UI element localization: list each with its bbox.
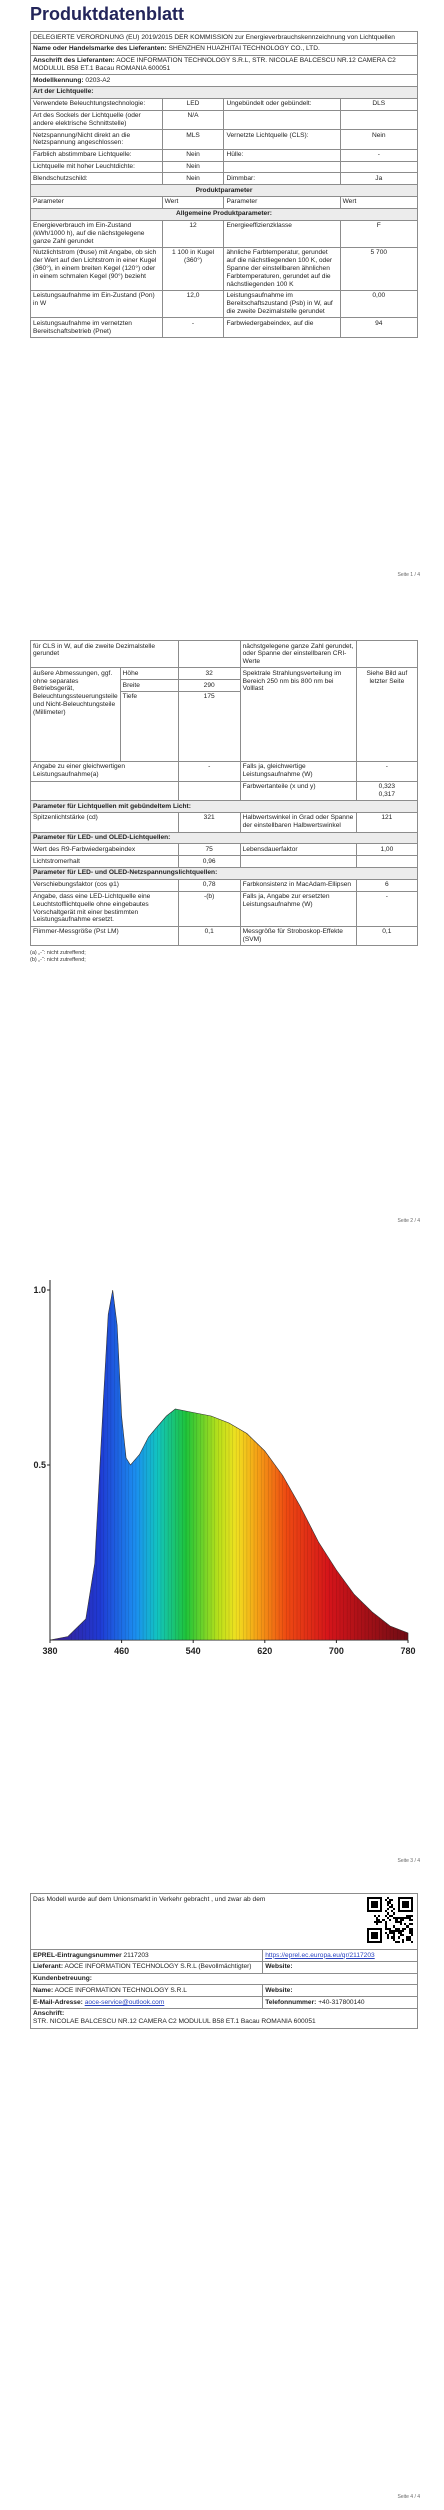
x-tick-label: 700 (328, 1646, 344, 1656)
page-2 (30, 640, 418, 964)
qr-module (398, 1936, 400, 1938)
qr-module (411, 1923, 413, 1925)
table-row: äußere Abmessungen, ggf. ohne separates Betriebsgerät, Beleuchtungssteuerungsteile und Nicht-Beleuchtungsteile (Millimeter) Höhe 32 Spektrale Strahlungsverteilung im Bereich 250 nm bis 800 nm bei Volllast Siehe Bild auf letzter Seite (31, 668, 418, 680)
table-row: Blendschutzschild: Nein Dimmbar: Ja (31, 173, 418, 185)
table-row: Farblich abstimmbare Lichtquelle: Nein Hülle: - (31, 149, 418, 161)
intro-row (31, 1894, 418, 1950)
qr-module (398, 1941, 400, 1943)
table-row: Lichtstromerhalt 0,96 (31, 856, 418, 868)
table-row: Energieverbrauch im Ein-Zustand (kWh/1000 h), auf die nächstgelegene ganze Zahl gerundet 12 Energieeffizienzklasse F (31, 220, 418, 247)
page-1 (30, 4, 418, 338)
table-header: Parameter Wert Parameter Wert (31, 196, 418, 208)
page-number: Seite 3 / 4 (397, 1858, 420, 1864)
table-row: Art des Sockels der Lichtquelle (oder andere elektrische Schnittstelle) N/A (31, 110, 418, 130)
email-link[interactable]: aoce-service@outlook.com (84, 1998, 165, 2006)
section-mains: Parameter für LED- und OLED-Netzspannungslichtquellen: (31, 867, 418, 879)
supplier-name-row: Name oder Handelsmarke des Lieferanten: SHENZHEN HUAZHITAI TECHNOLOGY CO., LTD. (31, 43, 418, 55)
qr-module (402, 1941, 404, 1943)
chart-area (50, 1290, 408, 1640)
qr-module (411, 1915, 413, 1917)
market-intro: Das Modell wurde auf dem Unionsmarkt in Verkehr gebracht , und zwar ab dem (33, 1895, 266, 1903)
page-4 (30, 1893, 418, 2029)
y-tick-label: 1.0 (33, 1285, 46, 1295)
supplier-address-row: Anschrift des Lieferanten: AOCE INFORMATION TECHNOLOGY S.R.L, STR. NICOLAE BALCESCU NR.12 CAMERA C2 MODULUL B58 ET.1 Bacau ROMANIA 600051 (31, 55, 418, 75)
table-row: Farbwertanteile (x und y) 0,323 0,317 (31, 781, 418, 801)
table-row: E-Mail-Adresse: aoce-service@outlook.com Telefonnummer: +40-317800140 (31, 1997, 418, 2009)
qr-module (376, 1923, 378, 1925)
qr-module (393, 1908, 395, 1910)
table-row: Verwendete Beleuchtungstechnologie: LED Ungebündelt oder gebündelt: DLS (31, 98, 418, 110)
x-tick-label: 620 (257, 1646, 273, 1656)
qr-module (393, 1912, 395, 1914)
table-row: Breite 290 (31, 680, 418, 692)
table-row: Wert des R9-Farbwiedergabeindex 75 Lebensdauerfaktor 1,00 (31, 844, 418, 856)
page-title: Produktdatenblatt (30, 4, 185, 24)
eprel-link[interactable]: https://eprel.ec.europa.eu/qr/2117203 (265, 1951, 375, 1959)
x-tick-label: 380 (42, 1646, 58, 1656)
page-number: Seite 2 / 4 (397, 1218, 420, 1224)
table-row: Leistungsaufnahme im vernetzten Bereitschaftsbetrieb (Pnet) - Farbwiedergabeindex, auf die 94 (31, 318, 418, 338)
x-tick-label: 460 (114, 1646, 130, 1656)
table-row: Verschiebungsfaktor (cos φ1) 0,78 Farbkonsistenz in MacAdam-Ellipsen 6 (31, 879, 418, 891)
table-row: für CLS in W, auf die zweite Dezimalstelle gerundet nächstgelegene ganze Zahl gerundet, oder Spanne der einstellbaren CRI-Werte (31, 641, 418, 668)
qr-module (411, 1919, 413, 1921)
table-row: Flimmer-Messgröße (Pst LM) 0,1 Messgröße für Stroboskop-Effekte (SVM) 0,1 (31, 926, 418, 946)
model-row: Modellkennung: 0203-A2 (31, 75, 418, 87)
table-row: Anschrift: STR. NICOLAE BALCESCU NR.12 CAMERA C2 MODULUL B58 ET.1 Bacau ROMANIA 600051 (31, 2008, 418, 2028)
qr-module (378, 1915, 380, 1917)
qr-module (404, 1928, 406, 1930)
qr-module (387, 1936, 389, 1938)
qr-module (391, 1899, 393, 1901)
product-data-table-2 (30, 640, 418, 946)
y-tick-label: 0.5 (33, 1460, 46, 1470)
footnote-a: (a) „-“: nicht zutreffend; (30, 950, 86, 957)
qr-module (371, 1932, 378, 1939)
qr-module (402, 1930, 404, 1932)
table-row: Kundenbetreuung: (31, 1973, 418, 1985)
regulation-text: DELEGIERTE VERORDNUNG (EU) 2019/2015 DER KOMMISSION zur Energieverbrauchskennzeichnung von Lichtquellen (31, 32, 418, 44)
table-row: Tiefe 175 (31, 691, 418, 761)
qr-module (402, 1901, 409, 1908)
qr-module (387, 1908, 389, 1910)
section-directional: Parameter für Lichtquellen mit gebündeltem Licht: (31, 801, 418, 813)
table-row: Lieferant: AOCE INFORMATION TECHNOLOGY S.R.L (Bevollmächtigter) Website: (31, 1961, 418, 1973)
contact-table (30, 1893, 418, 2029)
qr-module (389, 1919, 391, 1921)
qr-module (402, 1919, 404, 1921)
qr-module (411, 1934, 413, 1936)
table-row: Lichtquelle mit hoher Leuchtdichte: Nein (31, 161, 418, 173)
spectrum-chart (30, 1260, 418, 1660)
table-row: Netzspannung/Nicht direkt an die Netzspannung angeschlossen: MLS Vernetzte Lichtquelle (CLS): Nein (31, 130, 418, 150)
section-params: Produktparameter (31, 185, 418, 197)
section-general: Allgemeine Produktparameter: (31, 208, 418, 220)
qr-module (371, 1901, 378, 1908)
qr-module (400, 1923, 402, 1925)
table-row: Nutzlichtstrom (Φuse) mit Angabe, ob sich der Wert auf den Lichtstrom in einer Kugel (360°), in einem breiten Kegel (120°) oder in einem schmalen Kegel (90°) bezieht 1 100 in Kugel (360°) ähnliche Farbtemperatur, gerundet auf die nächstliegenden 100 K, oder Spanne der einstellbaren ähnlichen Farbtemperaturen, gerundet auf die nächstliegenden 100 K 5 700 (31, 247, 418, 290)
table-row: Angabe, dass eine LED-Lichtquelle eine Leuchtstofflichtquelle ohne eingebautes Vorschaltgerät mit einer bestimmten Leistungsaufnahme ersetzt. -(b) Falls ja, Angabe zur ersetzten Leistungsaufnahme (W) - (31, 891, 418, 926)
page-number: Seite 4 / 4 (397, 2494, 420, 2500)
x-tick-label: 780 (400, 1646, 416, 1656)
page-number: Seite 1 / 4 (397, 572, 420, 578)
table-row: Name: AOCE INFORMATION TECHNOLOGY S.R.L Website: (31, 1985, 418, 1997)
qr-module (402, 1934, 404, 1936)
table-row: Leistungsaufnahme im Ein-Zustand (Pon) in W 12,0 Leistungsaufnahme im Bereitschaftszustand (Psb) in W, auf die zweite Dezimalstelle gerundet 0,00 (31, 290, 418, 317)
qr-module (380, 1921, 382, 1923)
section-type: Art der Lichtquelle: (31, 86, 418, 98)
qr-module (411, 1941, 413, 1943)
table-row: EPREL-Eintragungsnummer 2117203 https://eprel.ec.europa.eu/qr/2117203 (31, 1950, 418, 1962)
footnote-b: (b) „-“: nicht zutreffend; (30, 957, 86, 964)
x-tick-label: 540 (185, 1646, 201, 1656)
table-row: Angabe zu einer gleichwertigen Leistungsaufnahme(a) - Falls ja, gleichwertige Leistungsaufnahme (W) - (31, 761, 418, 781)
qr-code-icon (367, 1897, 413, 1943)
product-data-table (30, 31, 418, 338)
table-row: Spitzenlichtstärke (cd) 321 Halbwertswinkel in Grad oder Spanne der einstellbaren Halbwertswinkel 121 (31, 812, 418, 832)
section-led: Parameter für LED- und OLED-Lichtquellen: (31, 832, 418, 844)
